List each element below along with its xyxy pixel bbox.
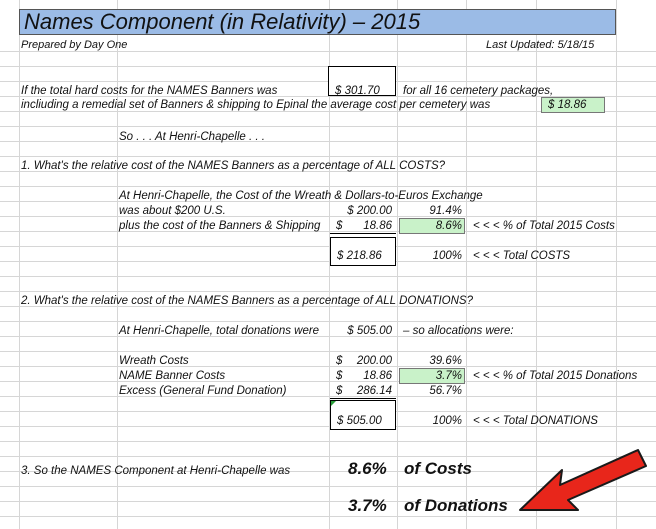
q1-row2-sign: $ xyxy=(336,220,343,232)
q2-row-value: 286.14 xyxy=(356,385,392,397)
question-2: 2. What's the relative cost of the NAMES Banners as a percentage of ALL DONATIONS? xyxy=(21,295,473,307)
q2-row-sign: $ xyxy=(336,385,343,397)
q2-total-note: < < < Total DONATIONS xyxy=(473,415,598,427)
q2-row-sign: $ xyxy=(336,370,343,382)
q2-sum-line xyxy=(330,398,396,399)
avg-cost-value: $ 18.86 xyxy=(548,99,587,111)
grid-row-line xyxy=(0,366,656,367)
cell-comment-marker xyxy=(331,401,336,406)
q1-row2-pct: 8.6% xyxy=(435,220,462,232)
q1-total-value: $ 218.86 xyxy=(337,250,382,262)
prepared-by: Prepared by Day One xyxy=(21,39,128,51)
grid-row-line xyxy=(0,411,656,412)
grid-row-line xyxy=(0,321,656,322)
question-3: 3. So the NAMES Component at Henri-Chapelle was xyxy=(21,465,291,477)
last-updated: Last Updated: 5/18/15 xyxy=(486,39,595,51)
q2-row-label: Wreath Costs xyxy=(119,355,189,367)
so-text: So . . . At Henri-Chapelle . . . xyxy=(119,131,265,143)
intro-line-2: incliuding a remedial set of Banners & shipping to Epinal the average cost per cemetery was xyxy=(21,99,491,111)
q2-allocations: – so allocations were: xyxy=(403,325,514,337)
question-1: 1. What's the relative cost of the NAMES Banners as a percentage of ALL COSTS? xyxy=(21,160,446,172)
q2-donations-value: $ 505.00 xyxy=(347,325,392,337)
q1-total-note: < < < Total COSTS xyxy=(473,250,571,262)
q2-row-label: Excess (General Fund Donation) xyxy=(119,385,287,397)
grid-row-line xyxy=(0,396,656,397)
q2-row-value: 18.86 xyxy=(363,370,392,382)
q1-row1-label: was about $200 U.S. xyxy=(119,205,226,217)
grid-row-line xyxy=(0,126,656,127)
intro-line-1-cont: for all 16 cemetery packages, xyxy=(403,85,554,97)
q1-row1-value: $ 200.00 xyxy=(347,205,392,217)
q1-row2-value: 18.86 xyxy=(363,220,392,232)
donations-label: of Donations xyxy=(404,496,508,515)
q1-sum-line xyxy=(330,233,396,234)
q2-row-pct: 56.7% xyxy=(429,385,462,397)
q2-row-pct: 39.6% xyxy=(429,355,462,367)
q2-row-value: 200.00 xyxy=(356,355,392,367)
donations-percentage: 3.7% xyxy=(348,496,387,515)
total-cost-value: $ 301.70 xyxy=(335,85,380,97)
q1-row1-pct: 91.4% xyxy=(429,205,462,217)
q2-row-sign: $ xyxy=(336,355,343,367)
q2-total-pct: 100% xyxy=(432,415,462,427)
intro-line-1: If the total hard costs for the NAMES Banners was xyxy=(21,85,278,97)
q2-row-pct: 3.7% xyxy=(435,370,462,382)
grid-row-line xyxy=(0,186,656,187)
grid-row-line xyxy=(0,276,656,277)
q2-row-label: NAME Banner Costs xyxy=(119,370,226,382)
grid-row-line xyxy=(0,141,656,142)
q2-donations-label: At Henri-Chapelle, total donations were xyxy=(119,325,320,337)
grid-col-line xyxy=(397,0,398,529)
grid-row-line xyxy=(0,246,656,247)
grid-col-line xyxy=(466,0,467,529)
grid-row-line xyxy=(0,351,656,352)
page-title: Names Component (in Relativity) – 2015 xyxy=(24,9,421,34)
q2-total-value: $ 505.00 xyxy=(337,415,382,427)
grid-col-line xyxy=(19,0,20,529)
q1-row2-note: < < < % of Total 2015 Costs xyxy=(473,220,615,232)
grid-row-line xyxy=(0,336,656,337)
q1-line-1: At Henri-Chapelle, the Cost of the Wreath & Dollars-to-Euros Exchange xyxy=(119,190,483,202)
q1-row2-label: plus the cost of the Banners & Shipping xyxy=(119,220,321,232)
q1-total-pct: 100% xyxy=(432,250,462,262)
red-arrow-icon xyxy=(510,440,650,526)
costs-label: of Costs xyxy=(404,459,472,478)
grid-row-line xyxy=(0,156,656,157)
costs-percentage: 8.6% xyxy=(348,459,387,478)
grid-row-line xyxy=(0,216,656,217)
grid-row-line xyxy=(0,291,656,292)
q2-row-note: < < < % of Total 2015 Donations xyxy=(473,370,638,382)
grid-col-line xyxy=(117,0,118,529)
